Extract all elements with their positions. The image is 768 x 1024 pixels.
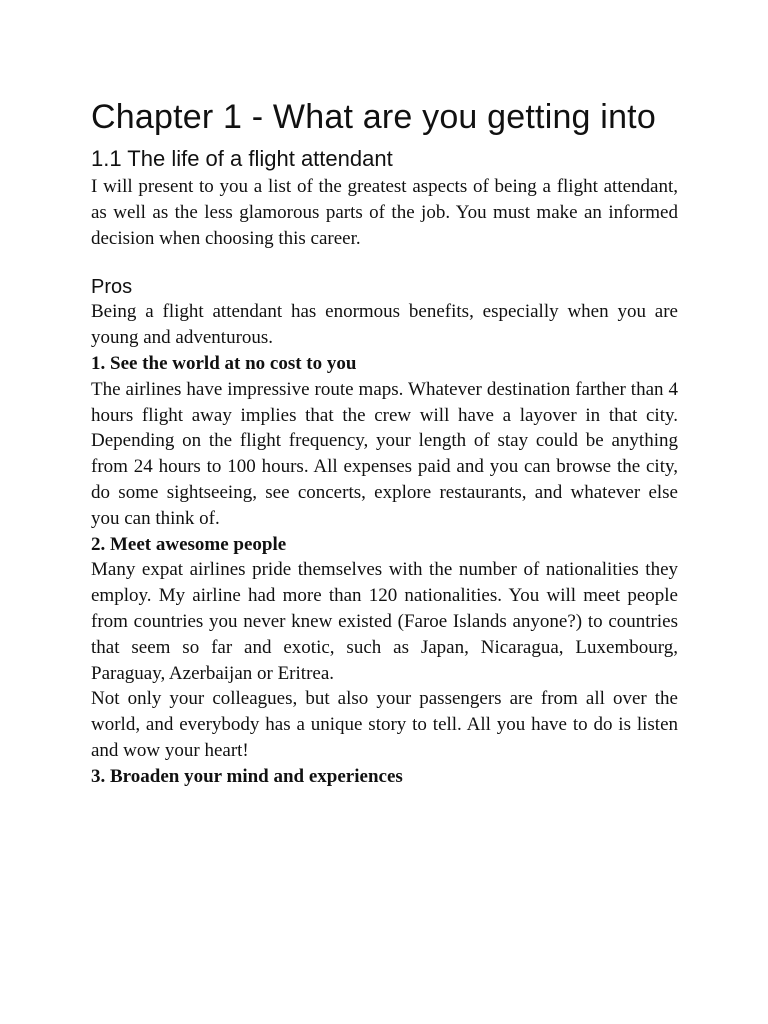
pro-item-heading-1: 1. See the world at no cost to you — [91, 352, 357, 374]
chapter-title: Chapter 1 - What are you getting into — [91, 98, 656, 136]
pro-item-heading-3: 3. Broaden your mind and experiences — [91, 765, 403, 787]
pros-heading: Pros — [91, 276, 133, 299]
pro-item-paragraph: Not only your colleagues, but also your passengers are from all over the world, and everybody has a unique story to tell. All you have to do is listen and wow your heart! — [91, 688, 678, 761]
pro-item-paragraph: The airlines have impressive route maps. Whatever destination farther than 4 hours flight away implies that the crew will have a layover in that city. Depending on the flight frequency, your length of stay could be anything from 24 hours to 100 hours. All expenses paid and you can browse the city, do some sightseeing, see concerts, explore restaurants, and whatever else you can think of. — [91, 378, 678, 529]
section-intro-paragraph: I will present to you a list of the greatest aspects of being a flight attendant, as well as the less glamorous parts of the job. You must make an informed decision when choosing this career. — [91, 176, 678, 249]
section-title: 1.1 The life of a flight attendant — [91, 146, 393, 171]
document-page — [91, 96, 678, 790]
pros-intro-paragraph: Being a flight attendant has enormous benefits, especially when you are young and adventurous. — [91, 301, 678, 349]
pro-item-paragraph: Many expat airlines pride themselves with the number of nationalities they employ. My airline had more than 120 nationalities. You will meet people from countries you never knew existed (Faroe Islands anyone?) to countries that seem so far and exotic, such as Japan, Nicaragua, Luxembourg, Paraguay, Azerbaijan or Eritrea. — [91, 559, 678, 684]
pro-item-heading-2: 2. Meet awesome people — [91, 533, 287, 555]
